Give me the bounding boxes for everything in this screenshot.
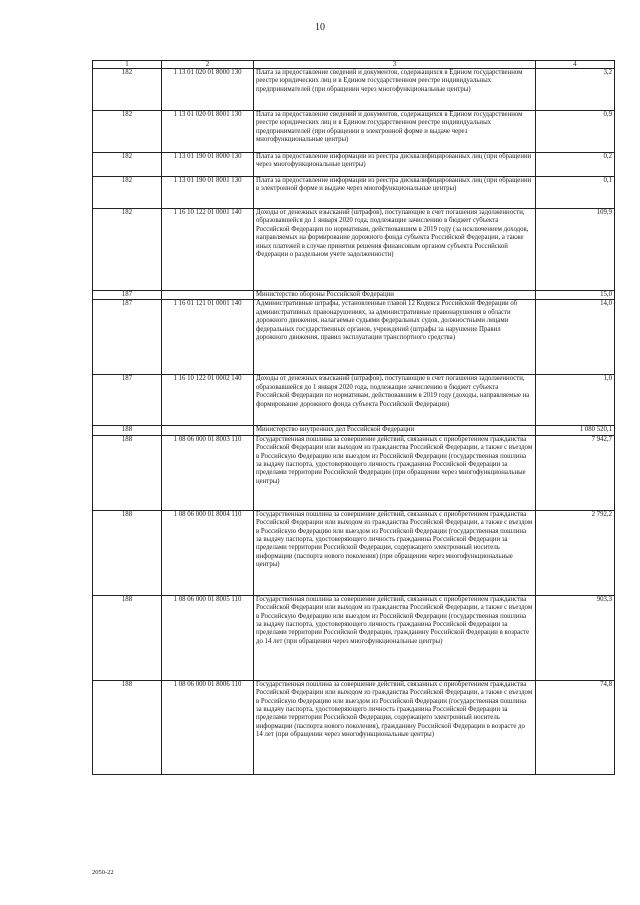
revenue-name-cell: Доходы от денежных взысканий (штрафов), поступающие в счет погашения задолженности, образовавшейся до 1 января 2020 года, подлежащие зачислению в бюджет субъекта Российской Федерации по нормативам, действовавшим в 2019 году (за исключением доходов, направляемых на формирование дорожного фонда субъекта Российской Федерации, а также иных платежей в случае принятия решения финансовым органом субъекта Российской Федерации о раздельном учете задолженности) — [254, 209, 536, 291]
admin-code-cell: 188 — [93, 510, 162, 595]
revenue-name-cell: Плата за предоставление сведений и документов, содержащихся в Едином государственном реестре юридических лиц и в Едином государственном реестре индивидуальных предпринимателей (при обращении в электронной форме и выдаче через многофункциональные центры) — [254, 111, 536, 153]
table-row — [93, 153, 615, 177]
budget-code-cell: 1 08 06 000 01 8003 110 — [162, 435, 254, 510]
amount-cell: 15,0 — [536, 291, 615, 300]
revenue-name-cell: Государственная пошлина за совершение действий, связанных с приобретением гражданства Российской Федерации или выходом из гражданства Российской Федерации, а также с въездом в Российскую Федерацию или выездом из Российской Федерации (государственная пошлина за выдачу паспорта, удостоверяющего личность гражданина Российской Федерации за пределами территории Российской Федерации, содержащего электронный носитель информации (паспорта нового поколения), гражданину Российской Федерации в возрасте до 14 лет (при обращении через многофункциональные центры) — [254, 680, 536, 774]
budget-code-cell: 1 13 01 190 01 8001 130 — [162, 177, 254, 209]
revenue-table — [92, 60, 615, 775]
admin-code-cell: 182 — [93, 153, 162, 177]
amount-cell: 3,2 — [536, 69, 615, 111]
admin-code-cell: 182 — [93, 177, 162, 209]
budget-code-cell: 1 08 06 000 01 8005 110 — [162, 595, 254, 680]
revenue-name-cell: Административные штрафы, установленные главой 12 Кодекса Российской Федерации об административных правонарушениях, за административные правонарушения в области дорожного движения, налагаемые судьями федеральных судов, должностными лицами федеральных государственных органов, учреждений (штрафы за нарушение Правил дорожного движения, правил эксплуатации транспортного средства) — [254, 300, 536, 375]
column-header-4: 4 — [536, 61, 615, 69]
admin-code-cell: 187 — [93, 375, 162, 426]
table-row — [93, 510, 615, 595]
budget-code-cell: 1 08 06 000 01 8006 110 — [162, 680, 254, 774]
budget-code-cell: 1 16 01 121 01 0001 140 — [162, 300, 254, 375]
revenue-name-cell: Плата за предоставление информации из реестра дисквалифицированных лиц (при обращении в электронной форме и выдаче через многофункциональные центры) — [254, 177, 536, 209]
budget-code-cell — [162, 426, 254, 435]
admin-code-cell: 187 — [93, 291, 162, 300]
budget-code-cell: 1 13 01 020 01 8000 130 — [162, 69, 254, 111]
admin-code-cell: 182 — [93, 209, 162, 291]
admin-code-cell: 188 — [93, 435, 162, 510]
admin-code-cell: 188 — [93, 680, 162, 774]
table-row — [93, 209, 615, 291]
table-row — [93, 595, 615, 680]
table-row — [93, 177, 615, 209]
revenue-name-cell: Плата за предоставление сведений и документов, содержащихся в Едином государственном реестре юридических лиц и в Едином государственном реестре индивидуальных предпринимателей (при обращении через многофункциональные центры) — [254, 69, 536, 111]
document-footer-code: 2050-22 — [92, 869, 114, 876]
table-row — [93, 291, 615, 300]
page-number: 10 — [315, 22, 325, 33]
revenue-name-cell: Государственная пошлина за совершение действий, связанных с приобретением гражданства Российской Федерации или выходом из гражданства Российской Федерации, а также с въездом в Российскую Федерацию или выездом из Российской Федерации (государственная пошлина за выдачу паспорта, удостоверяющего личность гражданина Российской Федерации за пределами территории Российской Федерации, содержащего электронный носитель информации (паспорта нового поколения) (при обращении через многофункциональные центры) — [254, 510, 536, 595]
table-header-row — [93, 61, 615, 69]
table-row — [93, 69, 615, 111]
amount-cell: 0,9 — [536, 111, 615, 153]
revenue-name-cell: Государственная пошлина за совершение действий, связанных с приобретением гражданства Российской Федерации или выходом из гражданства Российской Федерации, а также с въездом в Российскую Федерацию или выездом из Российской Федерации (государственная пошлина за выдачу паспорта, удостоверяющего личность гражданина Российской Федерации за пределами территории Российской Федерации (при обращении через многофункциональные центры) — [254, 435, 536, 510]
amount-cell: 1 080 520,1 — [536, 426, 615, 435]
amount-cell: 0,2 — [536, 153, 615, 177]
budget-code-cell: 1 13 01 020 01 8001 130 — [162, 111, 254, 153]
column-header-2: 2 — [162, 61, 254, 69]
admin-code-cell: 188 — [93, 426, 162, 435]
budget-code-cell: 1 08 06 000 01 8004 110 — [162, 510, 254, 595]
table-row — [93, 435, 615, 510]
revenue-name-cell: Министерство внутренних дел Российской Федерации — [254, 426, 536, 435]
amount-cell: 903,3 — [536, 595, 615, 680]
admin-code-cell: 188 — [93, 595, 162, 680]
budget-code-cell — [162, 291, 254, 300]
admin-code-cell: 182 — [93, 111, 162, 153]
admin-code-cell: 182 — [93, 69, 162, 111]
table-row — [93, 680, 615, 774]
amount-cell: 74,8 — [536, 680, 615, 774]
amount-cell: 14,0 — [536, 300, 615, 375]
amount-cell: 7 942,7 — [536, 435, 615, 510]
budget-code-cell: 1 13 01 190 01 8000 130 — [162, 153, 254, 177]
budget-code-cell: 1 16 10 122 01 0002 140 — [162, 375, 254, 426]
amount-cell: 0,1 — [536, 177, 615, 209]
amount-cell: 109,9 — [536, 209, 615, 291]
revenue-name-cell: Министерство обороны Российской Федерации — [254, 291, 536, 300]
table-row — [93, 300, 615, 375]
column-header-3: 3 — [254, 61, 536, 69]
revenue-name-cell: Доходы от денежных взысканий (штрафов), поступающие в счет погашения задолженности, образовавшейся до 1 января 2020 года, подлежащие зачислению в бюджет субъекта Российской Федерации по нормативам, действовавшим в 2019 году (доходы, направляемые на формирование дорожного фонда субъекта Российской Федерации) — [254, 375, 536, 426]
revenue-name-cell: Государственная пошлина за совершение действий, связанных с приобретением гражданства Российской Федерации или выходом из гражданства Российской Федерации, а также с въездом в Российскую Федерацию или выездом из Российской Федерации (государственная пошлина за выдачу паспорта, удостоверяющего личность гражданина Российской Федерации за пределами территории Российской Федерации, гражданину Российской Федерации в возрасте до 14 лет (при обращении через многофункциональные центры) — [254, 595, 536, 680]
amount-cell: 2 792,2 — [536, 510, 615, 595]
column-header-1: 1 — [93, 61, 162, 69]
admin-code-cell: 187 — [93, 300, 162, 375]
amount-cell: 1,0 — [536, 375, 615, 426]
table-row — [93, 426, 615, 435]
table-row — [93, 375, 615, 426]
table-row — [93, 111, 615, 153]
revenue-name-cell: Плата за предоставление информации из реестра дисквалифицированных лиц (при обращении через многофункциональные центры) — [254, 153, 536, 177]
budget-code-cell: 1 16 10 122 01 0001 140 — [162, 209, 254, 291]
